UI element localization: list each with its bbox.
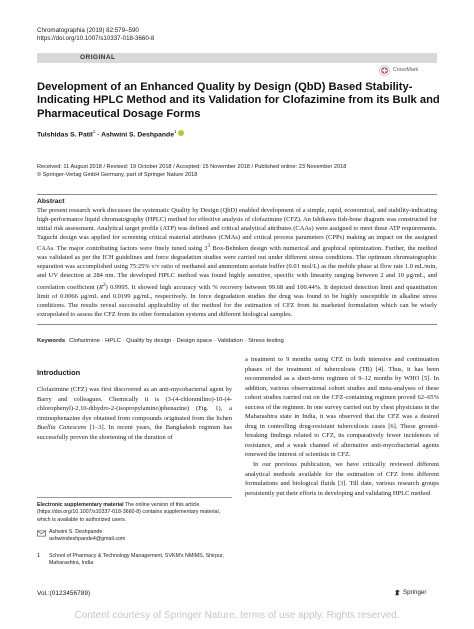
article-title: Development of an Enhanced Quality by Design (QbD) Based Stability-Indicating HPLC Method and its Validation for Clofazimine from its Bulk and Pharmaceutical Dosage Forms xyxy=(37,81,440,120)
abstract-italic: R xyxy=(99,284,103,292)
page-number: Vol.:(0123456789) xyxy=(37,590,91,597)
introduction-heading: Introduction xyxy=(37,368,81,377)
publisher-mark[interactable] xyxy=(394,589,426,596)
keywords-label: Keywords xyxy=(37,338,66,344)
esm-footnote xyxy=(37,497,232,524)
esm-label: Electronic supplementary material xyxy=(37,502,124,508)
introduction-paragraph: In our previous publication, we have critically reviewed different analytical methods available for the estimation of CFZ from different formulations and biological fluids [3]. Till date, various research groups persistently put their efforts in developing and validating HPLC method xyxy=(245,461,439,497)
corresponding-author-name: Ashwini S. Deshpande xyxy=(49,529,103,535)
envelope-icon xyxy=(37,530,46,537)
author-name[interactable]: Ashwini S. Deshpande xyxy=(101,131,174,139)
crossmark-badge[interactable] xyxy=(379,63,439,77)
esm-text: The online version of this article (https://doi.org/10.1007/s10337-018-3660-8) contains supplementary material, which is available to authorized users. xyxy=(37,502,221,523)
abstract-superscript: 2 xyxy=(102,281,106,288)
history-dates: Received: 11 August 2018 / Revised: 19 October 2018 / Accepted: 15 November 2018 / Published online: 23 November 2018 xyxy=(37,164,347,170)
abstract-section xyxy=(37,194,437,325)
article-type-label: ORIGINAL xyxy=(80,54,116,61)
abstract-text: The present research work discusses the systematic Quality by Design (QbD) enabled development of a simple, rapid, economical, and stability-indicating high-performance liquid chromatography (HPLC) method for effective analysis of clofazimine (CFZ). An Ishikawa fish-bone diagram was constructed for initial risk assessment. Analytical target profile (ATP) was defined and critical analytical attributes (CAAs) were assigned to meet these ATP requirements. Taguchi design was applied for screening critical material attributes (CMAs) and critical process parameters (CPPs) making an impact on the assigned CAAs. The major contributing factors were finely tuned using 3 xyxy=(37,207,437,253)
left-column xyxy=(37,368,232,442)
copyright-line: © Springer-Verlag GmbH Germany, part of Springer Nature 2018 xyxy=(37,172,198,178)
abstract-body xyxy=(37,207,437,319)
courtesy-watermark: Content courtesy of Springer Nature, terms of use apply. Rights reserved. xyxy=(74,610,400,621)
paragraph-text: Clofazimine (CFZ) was first discovered as an anti-mycobacterial agent by Barry and colleagues. Chemically it is (3-(4-chloranilino)-10-(4-chlorophenyl)-2,10-dihydro-2-(isopropylamino)phenazine) (Fig. 1), a riminophenazine dye obtained from compounds originated from the lichen xyxy=(37,386,232,422)
paragraph-text: [1–3]. In recent years, the Bangladesh regimen has successfully proven the shortening of the duration of xyxy=(37,424,233,441)
article-type-bar xyxy=(37,53,437,63)
affiliation-number: 1 xyxy=(37,553,41,559)
introduction-paragraph xyxy=(37,385,232,442)
right-column xyxy=(245,355,439,498)
affiliation-footnote xyxy=(37,553,232,568)
keywords-text: Clofazimine · HPLC · Quality by design · Design space · Validation · Stress testing xyxy=(69,338,284,344)
abstract-heading: Abstract xyxy=(37,198,65,205)
publication-history xyxy=(37,163,437,179)
springer-horse-icon xyxy=(394,589,401,596)
affiliation-text: School of Pharmacy & Technology Management, SVKM's NMIMS, Shirpur, Maharashtra, India xyxy=(49,553,224,567)
affiliation-mark: 1 xyxy=(174,129,177,134)
keywords-line xyxy=(37,338,284,344)
journal-citation: Chromatographia (2019) 82:579–590 xyxy=(37,27,139,34)
doi-link[interactable]: https://doi.org/10.1007/s10337-018-3660-8 xyxy=(37,35,155,43)
abstract-text: ) 0.9995. It showed high accuracy with % recovery between 99.68 and 100.44%. It depicted detection limit and quantitation limit of 0.0066 μg/mL and 0.0199 μg/mL, respectively. In force degradation studies the drug was found to be highly susceptible in alkaline stress conditions. The results reveal successful applicability of the method for the estimation of CFZ from its marketed formulation which can be wisely extrapolated to assess the CFZ from its other formulation systems and different biological samples. xyxy=(37,284,437,318)
species-name: Buellia Canescens xyxy=(37,424,87,432)
journal-reference xyxy=(37,27,154,43)
abstract-text: Box-Behnken design with numerical and graphical optimization. Further, the method was validated as per the ICH guidelines and force degradation studies were carried out under different stress conditions. The optimum chromatographic separation was accomplished using 75:25% v/v ratio of methanol and ammonium acetate buffer (0.01 mol/L) as the mobile phase at flow rate 1.0 mL/min, and UV detection at 284 nm. The developed HPLC method was found highly sensitive, specific with linearity ranging between 2 and 10 μg/mL, and correlation coefficient ( xyxy=(37,245,437,292)
corresponding-author xyxy=(37,529,232,544)
orcid-icon[interactable] xyxy=(178,130,184,136)
author-name[interactable]: Tulshidas S. Patil xyxy=(37,131,93,139)
affiliation-mark: 1 xyxy=(92,129,96,134)
crossmark-label: CrossMark xyxy=(393,67,419,73)
author-email-link[interactable]: ashwinideshpande4@gmail.com xyxy=(49,536,126,543)
abstract-superscript: 3 xyxy=(207,243,211,250)
author-list xyxy=(37,129,184,138)
crossmark-icon xyxy=(379,65,390,76)
author-separator: · xyxy=(95,131,102,139)
introduction-paragraph: a treatment to 9 months using CFZ in both intensive and continuation phases of the treatment of tuberculosis (TB) [4]. Thus, it has been recommended as a short-term regimen of 9–12 months by WHO [5]. In addition, various observational cohort studies and meta-analyses of these cohort studies carried out on the CFZ-containing regimen proved 62–65% success of the regimen. In one survey carried out by chest physicians in the Maharashtra state in India, it was observed that the CFZ was a desired drug in controlling drug-resistant tuberculosis cases [6]. These ground-breaking findings related to CFZ, its comparatively fewer incidences of resistance, and a weak channel of alternative anti-mycobacterial agents renewed the interest of scientists in CFZ. xyxy=(245,356,439,459)
publisher-name: Springer xyxy=(403,589,427,596)
